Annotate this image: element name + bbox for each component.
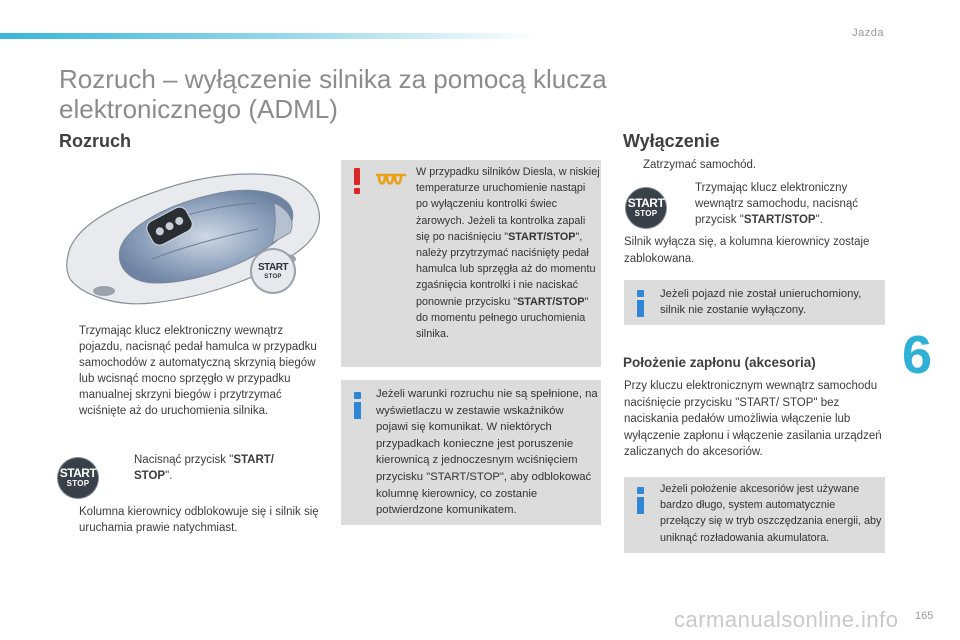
- section-label: Jazda: [852, 27, 884, 39]
- info-box: Jeżeli warunki rozruchu nie są spełnione, na wyświetlaczu w zestawie wskaźników pojawi się komunikat. W niektórych przypadkach konieczne jest poruszenie kierownicą z jednoczesnym wciśnięciem przycisku "START/STOP", aby odblokować kolumnę kierownicy, co zostanie potwierdzone komunikatem.: [341, 380, 601, 525]
- list-item: Trzymając klucz elektroniczny wewnątrz pojazdu, nacisnąć pedał hamulca w przypadku samochodów z automatyczną skrzynią biegów lub wcisnąć mocno sprzęgło w przypadku manualnej skrzyni biegów i przytrzymać wciśnięte aż do uruchomienia silnika.: [79, 325, 317, 417]
- page-number: 165: [915, 610, 934, 622]
- chapter-number: 6: [902, 325, 933, 385]
- warning-box: [341, 160, 601, 367]
- warning-text: W przypadku silników Diesla, w niskiej temperaturze uruchomienie nastąpi po wyłączeniu kontrolki świec żarowych. Jeżeli ta kontrolka zapali się po naciśnięciu "START/STOP", należy przytrzymać naciśnięty pedał hamulca lub sprzęgła aż do momentu zgaśnięcia kontrolki i nie naciskać ponownie przycisku "START/STOP" do momentu pełnego uruchomienia silnika.: [416, 166, 600, 341]
- heading-rozruch: Rozruch: [59, 131, 131, 151]
- glow-plug-icon: [375, 172, 409, 192]
- paragraph: Przy kluczu elektronicznym wewnątrz samochodu naciśnięcie przycisku "START/ STOP" bez naciskania pedałów umożliwia włączenie lub wyłączenie zapłonu i włączenie zasilania urządzeń zaliczanych do akcesoriów.: [624, 380, 882, 458]
- warning-icon: [353, 168, 361, 194]
- list-item: Zatrzymać samochód.: [643, 159, 757, 171]
- info-box: Jeżeli położenie akcesoriów jest używane bardzo długo, system automatycznie przełączy się w tryb oszczędzania energii, aby uniknąć rozładowania akumulatora.: [624, 477, 885, 553]
- page-title: Rozruch – wyłączenie silnika za pomocą klucza elektronicznego (ADML): [59, 64, 607, 124]
- start-stop-button-icon: START STOP: [626, 188, 666, 228]
- heading-polozenie-zaplonu: Położenie zapłonu (akcesoria): [623, 355, 816, 370]
- header-accent-bar: [0, 33, 540, 39]
- info-icon: [354, 392, 361, 419]
- info-box: Jeżeli pojazd nie został unieruchomiony, silnik nie zostanie wyłączony.: [624, 280, 885, 325]
- list-item: Kolumna kierownicy odblokowuje się i silnik się uruchamia prawie natychmiast.: [79, 506, 319, 534]
- watermark: carmanualsonline.info: [674, 607, 899, 632]
- car-illustration: [60, 163, 328, 313]
- info-icon: [637, 290, 644, 317]
- start-stop-button-illustration: START STOP: [252, 250, 294, 292]
- heading-wylaczenie: Wyłączenie: [623, 131, 720, 151]
- list-item: Nacisnąć przycisk "START/ STOP".: [134, 454, 274, 482]
- start-stop-button-icon: START STOP: [58, 458, 98, 498]
- paragraph: Silnik wyłącza się, a kolumna kierownicy zostaje zablokowana.: [624, 236, 870, 265]
- list-item: Trzymając klucz elektroniczny wewnątrz samochodu, nacisnąć przycisk "START/STOP".: [695, 182, 858, 226]
- car-wheel-rear: [93, 286, 115, 296]
- info-icon: [637, 487, 644, 514]
